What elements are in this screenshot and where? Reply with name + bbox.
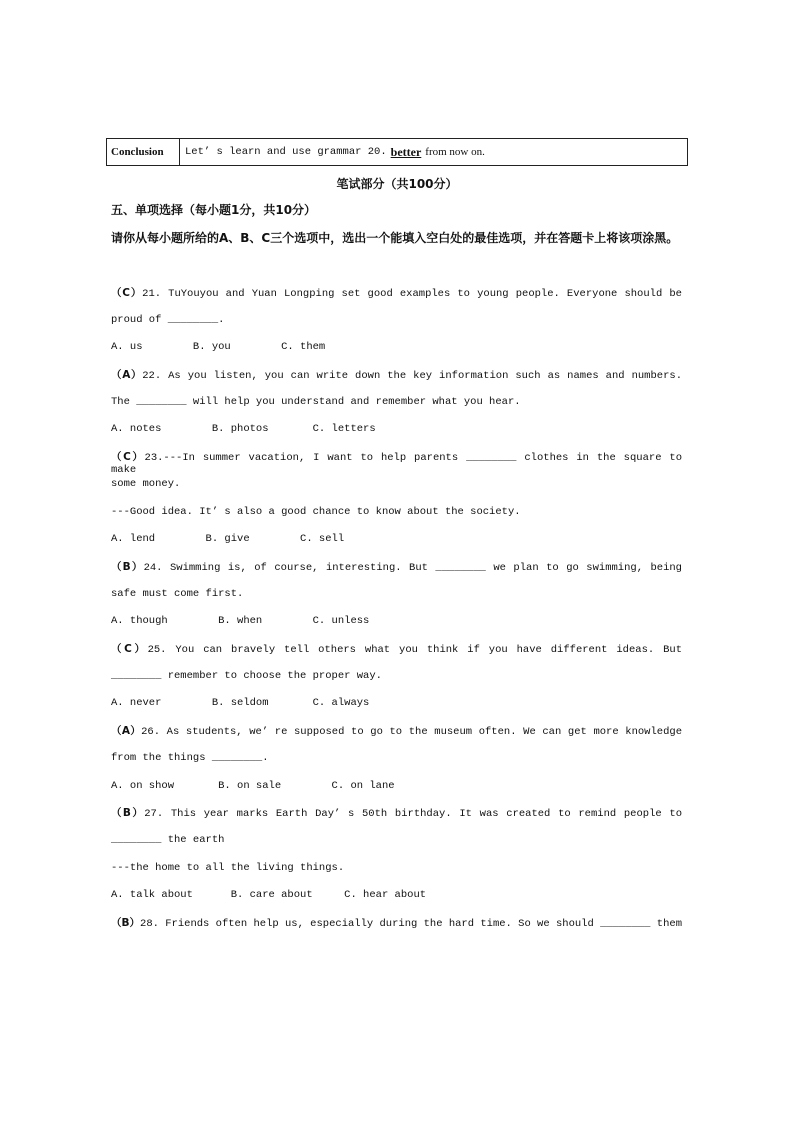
answer-mark: （C） xyxy=(111,287,143,299)
question-23-line-1: （C）23.---In summer vacation, I want to help parents ________ clothes in the square to make xyxy=(111,451,682,476)
conclusion-answer: better xyxy=(390,144,422,159)
answer-mark: （C） xyxy=(111,451,145,463)
question-24-line-1: （B）24. Swimming is, of course, interesting. But ________ we plan to go swimming, being xyxy=(111,561,682,574)
question-26-line-1: （A）26. As students, we’ re supposed to go to the museum often. We can get more knowledge xyxy=(111,725,682,738)
answer-mark: （A） xyxy=(111,725,142,737)
conclusion-text-before: Let’ s learn and use grammar 20. xyxy=(185,146,387,158)
question-25-line-1: （C）25. You can bravely tell others what you think if you have different ideas. But xyxy=(111,643,682,656)
question-22-line-1: （A）22. As you listen, you can write down the key information such as names and numbers. xyxy=(111,369,682,382)
question-22-options: A. notes B. photos C. letters xyxy=(111,423,376,435)
question-23-options: A. lend B. give C. sell xyxy=(111,533,345,545)
answer-mark: （B） xyxy=(111,561,144,573)
question-26-options: A. on show B. on sale C. on lane xyxy=(111,780,395,792)
question-26-line-2: from the things ________. xyxy=(111,752,269,764)
question-23-line-2: some money. xyxy=(111,478,181,490)
question-27-line-2: ________ the earth xyxy=(111,834,225,846)
question-24-line-2: safe must come first. xyxy=(111,588,244,600)
question-27-options: A. talk about B. care about C. hear about xyxy=(111,889,427,901)
question-25-line-2: ________ remember to choose the proper way. xyxy=(111,670,382,682)
answer-mark: （A） xyxy=(111,369,143,381)
question-25-options: A. never B. seldom C. always xyxy=(111,697,370,709)
question-22-line-2: The ________ will help you understand and remember what you hear. xyxy=(111,396,521,408)
question-27-line-1: （B）27. This year marks Earth Day’ s 50th birthday. It was created to remind people to xyxy=(111,807,682,820)
instruction: 请你从每小题所给的A、B、C三个选项中，选出一个能填入空白处的最佳选项，并在答题卡上将该项涂黑。 xyxy=(111,231,679,245)
answer-mark: （B） xyxy=(111,807,145,819)
conclusion-text-after: from now on. xyxy=(425,146,485,158)
written-part-title: 笔试部分（共100分） xyxy=(336,177,458,191)
answer-mark: （C） xyxy=(111,643,148,655)
question-24-options: A. though B. when C. unless xyxy=(111,615,370,627)
conclusion-text xyxy=(180,139,687,165)
question-21-line-1: （C）21. TuYouyou and Yuan Longping set good examples to young people. Everyone should be xyxy=(111,287,682,300)
question-21-options: A. us B. you C. them xyxy=(111,341,326,353)
answer-mark: （B） xyxy=(111,917,141,929)
section-heading: 五、单项选择（每小题1分，共10分） xyxy=(111,203,317,217)
question-28-line-1: （B）28. Friends often help us, especially during the hard time. So we should ________ them xyxy=(111,917,682,930)
conclusion-label: Conclusion xyxy=(107,139,180,165)
question-23-line-3: ---Good idea. It’ s also a good chance to know about the society. xyxy=(111,506,521,518)
question-21-line-2: proud of ________. xyxy=(111,314,225,326)
conclusion-table xyxy=(106,138,688,166)
question-27-line-3: ---the home to all the living things. xyxy=(111,862,345,874)
